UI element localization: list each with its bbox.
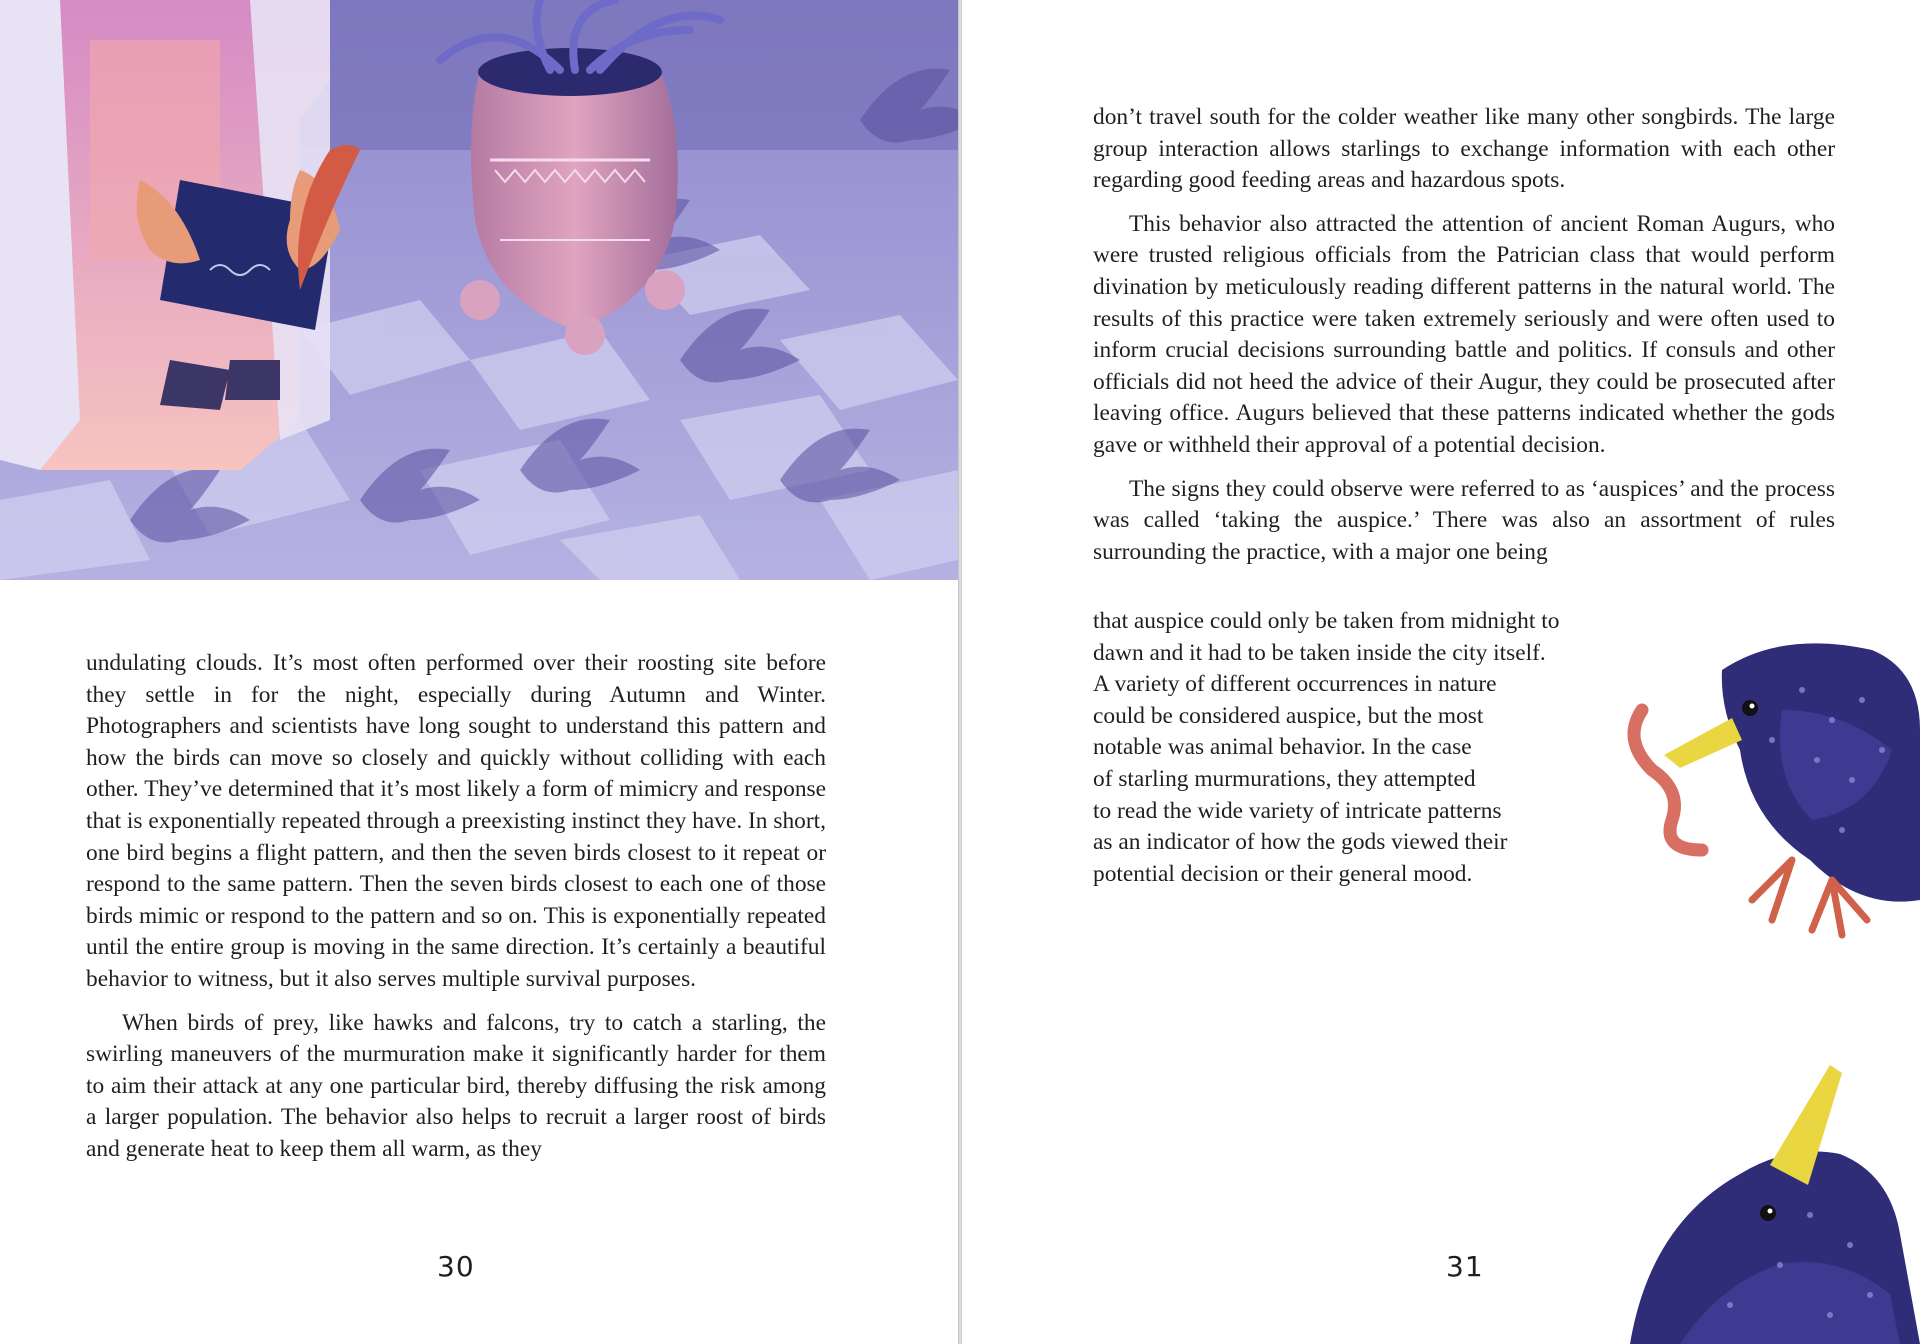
paragraph: This behavior also attracted the attention of ancient Roman Augurs, who were trusted religious officials from the Patrician class that would perform divination by meticulously reading different patterns in the natural world. The results of this practice were taken extremely seriously and were often used to inform crucial decisions surrounding battle and politics. If consuls and other officials did not heed the advice of their Augur, they could be prosecuted after leaving office. Augurs believed that these patterns indicated whether the gods gave or withheld their approval of a potential decision. (1093, 210, 1835, 458)
paragraph: don’t travel south for the colder weather like many other songbirds. The large group interaction allows starlings to exchange information with each other regarding good feeding areas and hazardous spots. (1093, 104, 1835, 194)
text-line: could be considered auspice, but the most (1093, 702, 1484, 729)
text-line: to read the wide variety of intricate patterns (1093, 797, 1502, 824)
page-number: 31 (1446, 1250, 1484, 1283)
wrapped-text-block (1093, 606, 1653, 890)
augur-illustration (0, 0, 958, 580)
text-line: dawn and it had to be taken inside the city itself. (1093, 639, 1546, 666)
starling-looking-up-icon (1510, 1055, 1920, 1344)
right-body-text (1093, 102, 1835, 580)
text-line: of starling murmurations, they attempted (1093, 765, 1476, 792)
text-line: A variety of different occurrences in nature (1093, 671, 1497, 698)
text-line: as an indicator of how the gods viewed their (1093, 829, 1508, 856)
paragraph: The signs they could observe were referred to as ‘auspices’ and the process was called ‘taking the auspice.’ There was also an assortment of rules surrounding the practice, with a major one being (1093, 475, 1835, 565)
page-number: 30 (437, 1250, 475, 1283)
left-body-text (86, 648, 826, 1178)
left-page (0, 0, 958, 1344)
text-line: notable was animal behavior. In the case (1093, 734, 1472, 761)
text-line: that auspice could only be taken from midnight to (1093, 608, 1560, 634)
right-page (962, 0, 1920, 1344)
paragraph: undulating clouds. It’s most often performed over their roosting site before they settle in for the night, especially during Autumn and Winter. Photographers and scientists have long sought to understand this pattern and how the birds can move so closely and quickly without colliding with each other. They’ve determined that it’s most likely a form of mimicry and response that is exponentially repeated through a preexisting instinct they have. In short, one bird begins a flight pattern, and then the seven birds closest to it repeat or respond to the same pattern. Then the seven birds closest to each one of those birds mimic or respond to the pattern and so on. This is exponentially repeated until the entire group is moving in the same direction. It’s certainly a beautiful behavior to witness, but it also serves multiple survival purposes. (86, 650, 826, 992)
starling-with-worm-icon (1602, 630, 1920, 960)
text-line: potential decision or their general mood. (1093, 860, 1473, 887)
paragraph: When birds of prey, like hawks and falcons, try to catch a starling, the swirling maneuvers of the murmuration make it significantly harder for them to aim their attack at any one particular bird, thereby diffusing the risk among a larger population. The behavior also helps to recruit a larger roost of birds and generate heat to keep them all warm, as they (86, 1009, 826, 1162)
